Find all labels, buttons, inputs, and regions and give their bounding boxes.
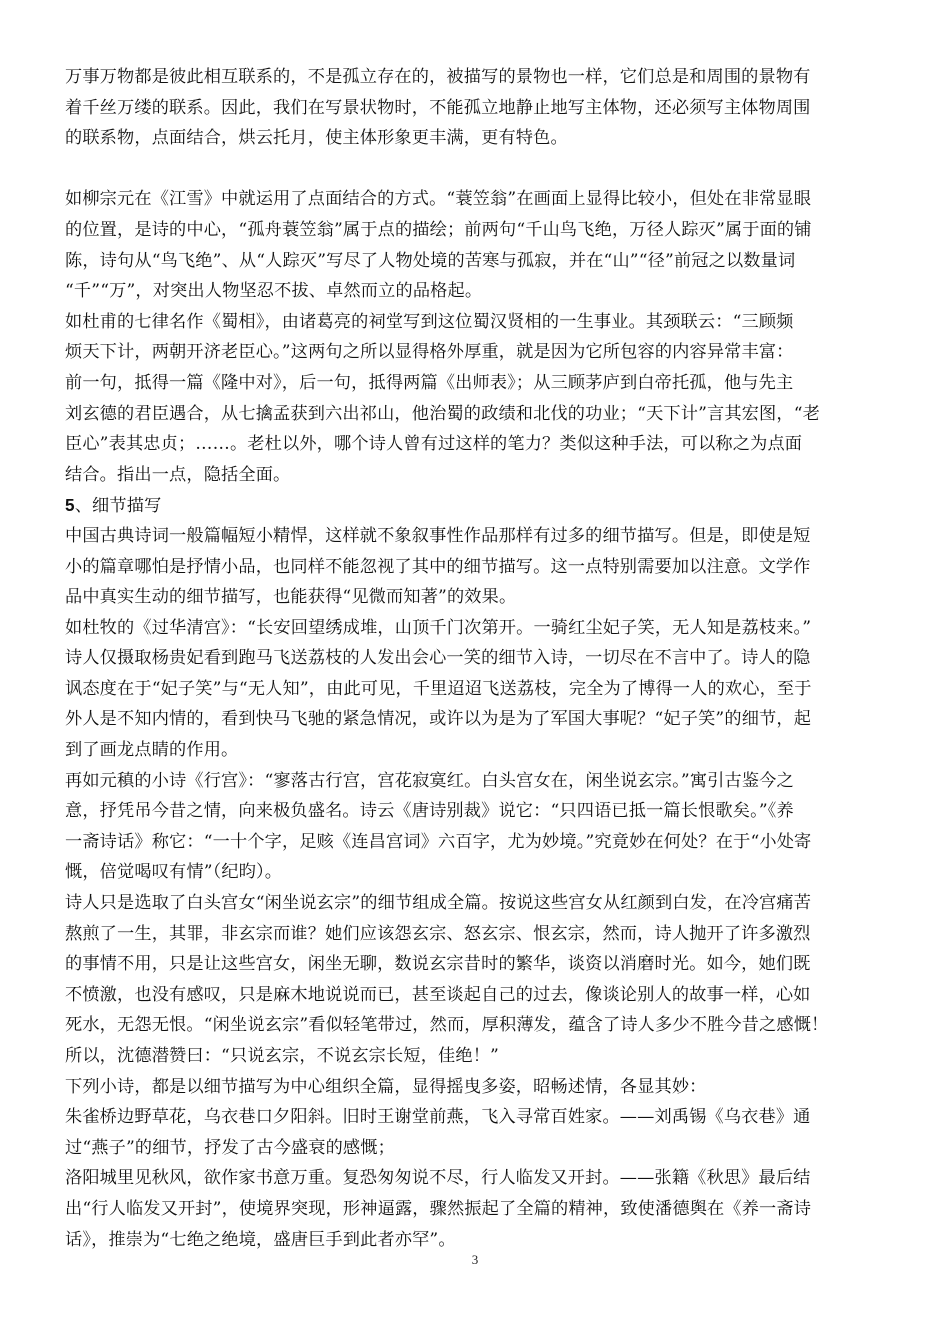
text-line: 诗人只是选取了白头宫女“闲坐说玄宗”的细节组成全篇。按说这些宫女从红颜到白发，在冷宫痛苦 [65,893,812,914]
section-heading [65,490,885,521]
text-line: 品中真实生动的细节描写，也能获得“见微而知著”的效果。 [65,587,517,608]
text-line: 的位置，是诗的中心，“孤舟蓑笠翁”属于点的描绘；前两句“千山鸟飞绝，万径人踪灭”属于面的铺 [65,219,812,240]
paragraph-jiangxue [65,184,885,306]
text-line: “千”“万”，对突出人物坚忍不拔、卓然而立的品格起。 [65,281,483,302]
text-line: 刘玄德的君臣遇合，从七擒孟获到六出祁山，他治蜀的政绩和北伐的功业；“天下计”言其宏图，“老 [65,403,820,424]
text-line: 烦天下计，两朝开济老臣心。”这两句之所以显得格外厚重，就是因为它所包容的内容异常丰富： [65,342,794,363]
text-line: 下列小诗，都是以细节描写为中心组织全篇，显得摇曳多姿，昭畅述情，各显其妙： [65,1076,707,1097]
text-line: 前一句，抵得一篇《隆中对》，后一句，抵得两篇《出师表》；从三顾茅庐到白帝托孤，他与先主 [65,372,794,393]
paragraph-qiusi [65,1163,885,1255]
paragraph-huaqinggong [65,613,885,766]
text-line: 再如元稹的小诗《行宫》：“寥落古行宫，宫花寂寞红。白头宫女在，闲坐说玄宗。”寓引古鉴今之 [65,770,794,791]
text-line: 所以，沈德潜赞曰：“只说玄宗，不说玄宗长短，佳绝！” [65,1046,499,1066]
section-title: 、细节描写 [74,496,162,517]
paragraph-wuyixiang [65,1102,885,1163]
paragraph-shuxiang [65,307,885,491]
text-line: 如杜甫的七律名作《蜀相》，由诸葛亮的祠堂写到这位蜀汉贤相的一生事业。其颈联云：“三顾频 [65,311,794,332]
text-line: 话》，推崇为“七绝之绝境，盛唐巨手到此者亦罕”。 [65,1229,456,1250]
text-line: 臣心”表其忠贞；……。老杜以外，哪个诗人曾有过这样的笔力？类似这种手法，可以称之为点面 [65,434,803,455]
text-line: 如杜牧的《过华清宫》：“长安回望绣成堆，山顶千门次第开。一骑红尘妃子笑，无人知是荔枝来。” [65,617,812,638]
text-line: 诗人仅摄取杨贵妃看到跑马飞送荔枝的人发出会心一笑的细节入诗，一切尽在不言中了。诗人的隐 [65,648,811,669]
text-line: 讽态度在于“妃子笑”与“无人知”，由此可见，千里迢迢飞送荔枝，完全为了博得一人的欢心，至于 [65,678,812,699]
page-body [65,62,885,1255]
paragraph-detail-intro [65,521,885,613]
paragraph-intro [65,62,885,154]
text-line: 如柳宗元在《江雪》中就运用了点面结合的方式。“蓑笠翁”在画面上显得比较小，但处在非常显眼 [65,189,812,210]
paragraph-examples-intro [65,1072,885,1103]
text-line: 洛阳城里见秋风，欲作家书意万重。复恐匆匆说不尽，行人临发又开封。——张籍《秋思》最后结 [65,1168,811,1189]
text-line: 着千丝万缕的联系。因此，我们在写景状物时，不能孤立地静止地写主体物，还必须写主体物周围 [65,97,811,118]
paragraph-spacer [65,154,885,185]
text-line: 陈，诗句从“鸟飞绝”、从“人踪灭”写尽了人物处境的苦寒与孤寂，并在“山”“径”前冠之以数量词 [65,250,796,271]
text-line: 意，抒凭吊今昔之情，向来极负盛名。诗云《唐诗别裁》说它：“只四语已抵一篇长恨歌矣。”《养 [65,801,794,822]
text-line: 不愤激，也没有感叹，只是麻木地说说而已，甚至谈起自己的过去，像谈论别人的故事一样，心如 [65,984,811,1005]
text-line: 万事万物都是彼此相互联系的，不是孤立存在的，被描写的景物也一样，它们总是和周围的景物有 [65,67,811,87]
text-line: 朱雀桥边野草花，乌衣巷口夕阳斜。旧时王谢堂前燕，飞入寻常百姓家。——刘禹锡《乌衣巷》通 [65,1107,811,1128]
text-line: 到了画龙点睛的作用。 [65,740,239,761]
text-line: 过“燕子”的细节，抒发了古今盛衰的感慨； [65,1137,395,1158]
section-number: 5 [65,495,75,516]
text-line: 死水，无怨无恨。“闲坐说玄宗”看似轻笔带过，然而，厚积薄发，蕴含了诗人多少不胜今昔之感慨！ [65,1015,829,1036]
text-line: 熬煎了一生，其罪，非玄宗而谁？她们应该怨玄宗、怒玄宗、恨玄宗，然而，诗人抛开了许多激烈 [65,923,811,944]
text-line: 中国古典诗词一般篇幅短小精悍，这样就不象叙事性作品那样有过多的细节描写。但是，即使是短 [65,525,811,546]
text-line: 的事情不用，只是让这些宫女，闲坐无聊，数说玄宗昔时的繁华，谈资以消磨时光。如今，她们既 [65,954,811,975]
text-line: 一斋诗话》称它：“一十个字，足赅《连昌宫词》六百字，尤为妙境。”究竟妙在何处？在于“小处寄 [65,831,812,852]
paragraph-gongnv [65,888,885,1072]
text-line: 结合。指出一点，隐括全面。 [65,464,291,485]
text-line: 出“行人临发又开封”，使境界突现，形神逼露，骤然振起了全篇的精神，致使潘德舆在《养一斋诗 [65,1198,812,1219]
text-line: 慨，倍觉喝叹有情”（纪昀）。 [65,862,283,883]
text-line: 小的篇章哪怕是抒情小品，也同样不能忽视了其中的细节描写。这一点特别需要加以注意。文学作 [65,556,811,577]
page-number: 3 [471,1252,479,1267]
text-line: 外人是不知内情的，看到快马飞驰的紧急情况，或许以为是为了军国大事呢？“妃子笑”的细节，起 [65,709,812,730]
paragraph-xinggong [65,766,885,888]
text-line: 的联系物，点面结合，烘云托月，使主体形象更丰满，更有特色。 [65,128,568,149]
